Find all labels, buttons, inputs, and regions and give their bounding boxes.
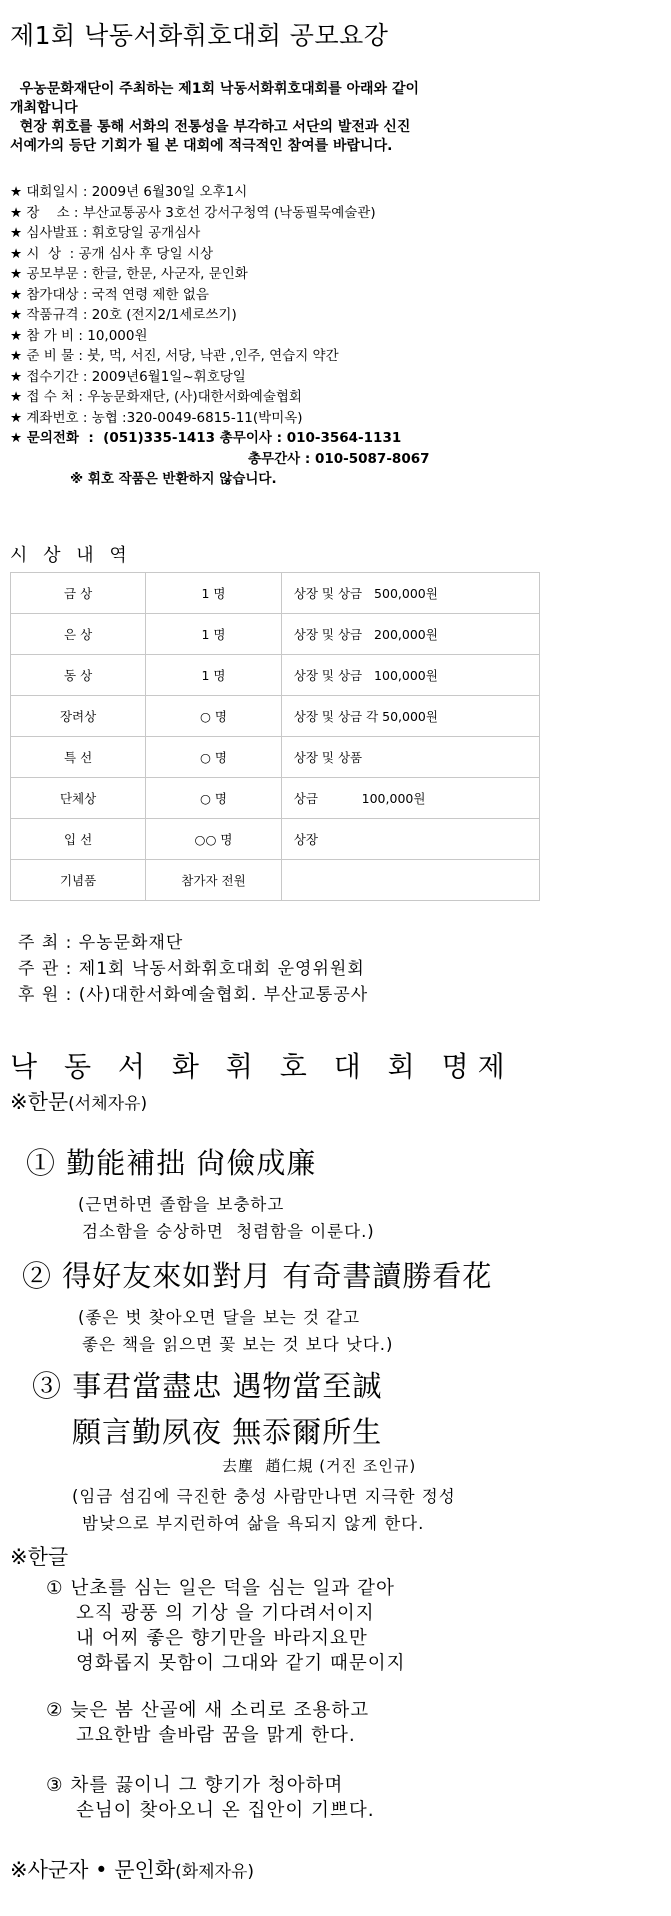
hangul-heading [10,1541,68,1571]
hangul-line: 내 어찌 좋은 향기만을 바라지요만 [76,1628,368,1649]
intro-paragraph [10,80,650,156]
hanmun-theme-3b: 願言勤夙夜 無忝爾所生 [72,1415,383,1449]
hangul-line: 오직 광풍 의 기상 을 기다려서이지 [76,1603,375,1624]
table-row [11,614,540,655]
hanmun-translation-3a: (임금 섬김에 극진한 충성 사람만나면 지극한 정성 [72,1487,456,1506]
organizer-manager: 주 관 : 제1회 낙동서화휘호대회 운영위원회 [18,959,365,979]
award-prize: 상장 및 상품 [281,737,539,778]
info-item-award-ceremony: ★ 시 상 : 공개 심사 후 당일 시상 [10,245,214,262]
sagunja-label: ※사군자 • 문인화 [10,1858,176,1882]
award-count: 1 명 [146,614,282,655]
award-name: 은 상 [11,614,146,655]
award-prize: 상장 및 상금 각 50,000원 [281,696,539,737]
award-name: 금 상 [11,573,146,614]
table-row [11,655,540,696]
hanmun-translation-1b: 검소함을 숭상하면 청렴함을 이룬다.) [82,1222,375,1241]
hanmun-translation-2b: 좋은 책을 읽으면 꽃 보는 것 보다 낫다.) [82,1335,394,1354]
hangul-line: 고요한밤 솔바람 꿈을 맑게 한다. [76,1725,356,1746]
hanmun-label: ※한문 [10,1090,69,1114]
organizer-sponsor: 후 원 : (사)대한서화예술협회. 부산교통공사 [18,985,369,1005]
info-item-categories: ★ 공모부문 : 한글, 한문, 사군자, 문인화 [10,266,248,282]
hangul-theme-1 [46,1576,405,1676]
info-item-venue: ★ 장 소 : 부산교통공사 3호선 강서구청역 (낙동필묵예술관) [10,204,376,221]
hangul-theme-3 [46,1773,375,1823]
awards-section-title: 시 상 내 역 [10,545,132,566]
award-count: 참가자 전원 [146,860,282,901]
hangul-line: ③ 차를 끓이니 그 향기가 청아하며 [46,1775,344,1796]
table-row [11,860,540,901]
award-count: ○○ 명 [146,819,282,860]
hangul-line: ① 난초를 심는 일은 덕을 심는 일과 같아 [46,1578,395,1599]
table-row [11,778,540,819]
awards-table [10,572,540,901]
hanmun-translation-1a: (근면하면 졸함을 보충하고 [78,1195,285,1214]
info-item-supplies: ★ 준 비 물 : 붓, 먹, 서진, 서당, 낙관 ,인주, 연습지 약간 [10,348,339,364]
hangul-line: 영화롭지 못함이 그대와 같기 때문이지 [76,1653,406,1674]
info-item-reception: ★ 접 수 처 : 우농문화재단, (사)대한서화예술협회 [10,389,302,405]
hanmun-translation-3b: 밤낮으로 부지런하여 삶을 욕되지 않게 한다. [82,1514,425,1533]
award-prize [281,860,539,901]
award-name: 특 선 [11,737,146,778]
table-row [11,737,540,778]
intro-line: 우농문화재단이 주최하는 제1회 낙동서화휘호대회를 아래와 같이 [10,81,420,97]
hanmun-heading [10,1086,147,1116]
hangul-theme-2 [46,1698,369,1748]
award-prize: 상장 및 상금 500,000원 [281,573,539,614]
hanmun-translation-2a: (좋은 벗 찾아오면 달을 보는 것 같고 [78,1308,361,1327]
hanmun-author: 去塵 趙仁規 (거진 조인규) [222,1457,417,1475]
sagunja-heading [10,1854,254,1884]
hanmun-theme-1: ① 勤能補拙 尙儉成廉 [26,1146,317,1180]
hangul-line: ② 늦은 봄 산골에 새 소리로 조용하고 [46,1700,370,1721]
intro-line: 서예가의 등단 기회가 될 본 대회에 적극적인 참여를 바랍니다. [10,138,393,154]
award-name: 기념품 [11,860,146,901]
intro-line: 개최합니다 [10,100,78,116]
award-name: 입 선 [11,819,146,860]
organizers [18,930,368,1008]
award-name: 동 상 [11,655,146,696]
table-row [11,696,540,737]
award-name: 장려상 [11,696,146,737]
info-item-judging: ★ 심사발표 : 휘호당일 공개심사 [10,225,201,241]
page-title: 제1회 낙동서화휘호대회 공모요강 [10,21,389,50]
award-count: ○ 명 [146,737,282,778]
award-prize: 상장 및 상금 100,000원 [281,655,539,696]
info-item-period: ★ 접수기간 : 2009년6월1일~휘호당일 [10,368,246,385]
organizer-host: 주 최 : 우농문화재단 [18,933,184,953]
intro-line: 현장 휘호를 통해 서화의 전통성을 부각하고 서단의 발전과 신진 [10,119,411,135]
info-list [10,182,650,490]
award-prize: 상장 및 상금 200,000원 [281,614,539,655]
award-count: ○ 명 [146,778,282,819]
hanmun-theme-2: ② 得好友來如對月 有奇書讀勝看花 [22,1259,493,1293]
info-item-eligibility: ★ 참가대상 : 국적 연령 제한 없음 [10,286,209,303]
award-count: 1 명 [146,573,282,614]
sagunja-note: (화제자유) [175,1862,255,1882]
info-item-contact-2: 총무간사 : 010-5087-8067 [248,450,430,467]
hanmun-theme-3a: ③ 事君當盡忠 遇物當至誠 [32,1369,383,1403]
award-prize: 상금 100,000원 [281,778,539,819]
hangul-label: ※한글 [10,1545,69,1569]
award-count: 1 명 [146,655,282,696]
award-count: ○ 명 [146,696,282,737]
info-item-size: ★ 작품규격 : 20호 (전지2/1세로쓰기) [10,307,237,323]
themes-heading: 낙 동 서 화 휘 호 대 회 명제 [10,1050,514,1083]
table-row [11,819,540,860]
info-item-contact: ★ 문의전화 : (051)335-1413 총무이사 : 010-3564-1131 [10,430,402,446]
info-item-account: ★ 계좌번호 : 농협 :320-0049-6815-11(박미옥) [10,409,303,426]
info-item-fee: ★ 참 가 비 : 10,000원 [10,327,148,344]
info-item-date: ★ 대회일시 : 2009년 6월30일 오후1시 [10,184,248,200]
award-name: 단체상 [11,778,146,819]
hangul-line: 손님이 찾아오니 온 집안이 기쁘다. [76,1800,375,1821]
hanmun-note: (서체자유) [68,1094,148,1114]
award-prize: 상장 [281,819,539,860]
notice-text: ※ 휘호 작품은 반환하지 않습니다. [70,471,277,487]
table-row [11,573,540,614]
